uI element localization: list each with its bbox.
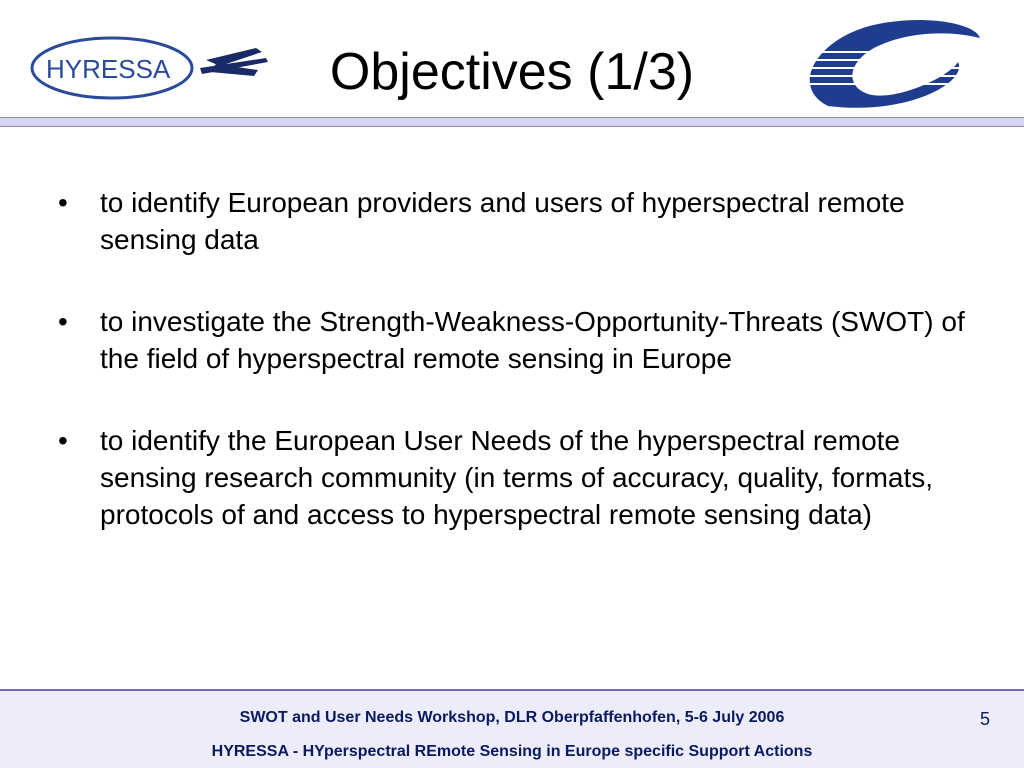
bullet-marker: • bbox=[58, 306, 68, 337]
bullet-text: to identify the European User Needs of the hyperspectral remote sensing research community (in terms of accuracy, quality, formats, protocols of and access to hyperspectral remote sensing data) bbox=[100, 425, 934, 530]
title-divider bbox=[0, 117, 1024, 127]
objectives-list bbox=[58, 184, 978, 578]
list-item bbox=[58, 303, 978, 377]
slide-footer bbox=[0, 689, 1024, 768]
footer-event-line: SWOT and User Needs Workshop, DLR Oberpfaffenhofen, 5-6 July 2006 bbox=[239, 709, 785, 726]
bullet-marker: • bbox=[58, 425, 68, 456]
list-item bbox=[58, 422, 978, 533]
list-item bbox=[58, 184, 978, 258]
footer-project-line: HYRESSA - HYperspectral REmote Sensing in Europe specific Support Actions bbox=[211, 743, 813, 760]
bullet-marker: • bbox=[58, 187, 68, 218]
slide-header bbox=[0, 0, 1024, 120]
fp6-logo bbox=[798, 16, 984, 112]
hyressa-logo-text: HYRESSA bbox=[46, 54, 171, 84]
slide-title: Objectives (1/3) bbox=[329, 43, 695, 101]
bullet-text: to investigate the Strength-Weakness-Opportunity-Threats (SWOT) of the field of hyperspectral remote sensing in Europe bbox=[100, 306, 965, 374]
bullet-text: to identify European providers and users of hyperspectral remote sensing data bbox=[100, 187, 905, 255]
page-number: 5 bbox=[980, 709, 991, 729]
